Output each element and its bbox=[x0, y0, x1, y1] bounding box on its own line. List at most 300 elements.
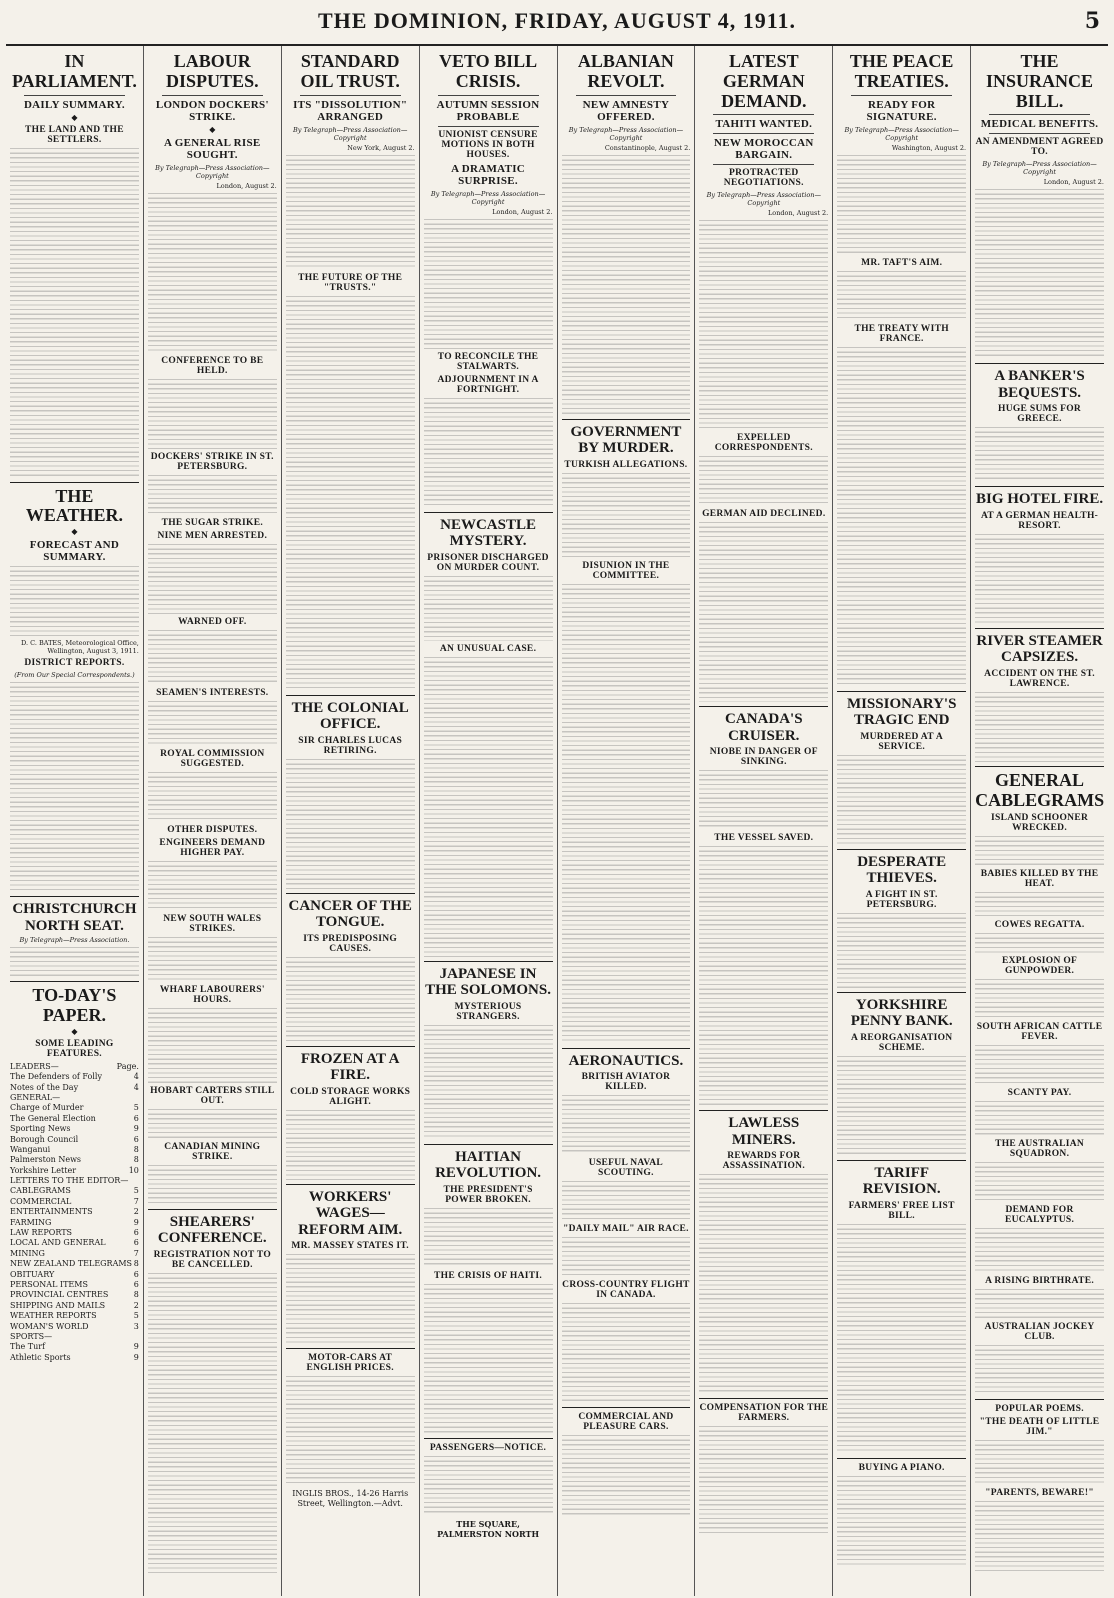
subhead: COLD STORAGE WORKS ALIGHT. bbox=[290, 1086, 411, 1107]
ad-body bbox=[837, 1476, 966, 1566]
article-body bbox=[975, 979, 1104, 1019]
article-body bbox=[10, 148, 139, 478]
headline-albanian: ALBANIAN REVOLT. bbox=[577, 51, 674, 91]
subhead: AUSTRALIAN JOCKEY CLUB. bbox=[984, 1322, 1095, 1343]
ad-heading: MOTOR-CARS AT ENGLISH PRICES. bbox=[306, 1353, 394, 1374]
subhead: SOUTH AFRICAN CATTLE FEVER. bbox=[976, 1022, 1103, 1043]
subhead: NIOBE IN DANGER OF SINKING. bbox=[709, 747, 818, 768]
article-body bbox=[148, 544, 277, 614]
divider bbox=[424, 1144, 553, 1145]
subhead: CONFERENCE TO BE HELD. bbox=[161, 355, 264, 376]
divider bbox=[286, 893, 415, 894]
article-body bbox=[837, 347, 966, 687]
headline-labour: LABOUR DISPUTES. bbox=[166, 51, 259, 91]
subhead: MURDERED AT A SERVICE. bbox=[860, 731, 944, 752]
divider bbox=[10, 981, 139, 982]
article-body bbox=[148, 475, 277, 515]
article-body bbox=[148, 1109, 277, 1139]
ad-body bbox=[562, 1435, 691, 1515]
column-labour bbox=[144, 46, 282, 1596]
contents-list bbox=[10, 1062, 139, 1363]
date-line: London, August 2. bbox=[767, 209, 829, 218]
contents-label: The Turf bbox=[10, 1342, 46, 1352]
contents-label: Notes of the Day bbox=[10, 1082, 79, 1092]
article-body bbox=[148, 937, 277, 982]
headline-penny-bank: YORKSHIRE PENNY BANK. bbox=[850, 996, 953, 1030]
headline-workers-wages: WORKERS' WAGES—REFORM AIM. bbox=[298, 1188, 403, 1238]
subhead: NINE MEN ARRESTED. bbox=[157, 530, 268, 541]
divider bbox=[424, 961, 553, 962]
ad-heading: BUYING A PIANO. bbox=[858, 1462, 945, 1473]
contents-row bbox=[10, 1280, 139, 1290]
divider bbox=[148, 1209, 277, 1210]
headline-general-cablegrams: GENERAL CABLEGRAMS bbox=[975, 769, 1105, 810]
article-body bbox=[286, 1254, 415, 1344]
dateline: By Telegraph—Press Association—Copyright bbox=[293, 125, 408, 142]
contents-page: 6 bbox=[133, 1134, 139, 1144]
date-line: London, August 2. bbox=[492, 207, 553, 216]
subhead: MR. TAFT'S AIM. bbox=[861, 257, 943, 268]
subhead: AN UNUSUAL CASE. bbox=[439, 643, 537, 654]
contents-page: 8 bbox=[133, 1144, 139, 1154]
subhead-negotiations: PROTRACTED NEGOTIATIONS. bbox=[723, 168, 804, 189]
subhead-forecast: FORECAST AND SUMMARY. bbox=[29, 539, 120, 564]
weather-signature: D. C. BATES, Meteorological Office, Wellington, August 3, 1911. bbox=[20, 639, 139, 656]
article-body bbox=[837, 1224, 966, 1454]
columns bbox=[6, 46, 1108, 1596]
article-body bbox=[286, 296, 415, 691]
subhead: WARNED OFF. bbox=[178, 616, 247, 627]
headline-cancer: CANCER OF THE TONGUE. bbox=[288, 897, 412, 931]
subhead-dissolution: ITS "DISSOLUTION" ARRANGED bbox=[293, 98, 408, 123]
contents-label: GENERAL— bbox=[10, 1092, 61, 1102]
article-body bbox=[975, 1345, 1104, 1395]
subhead: ROYAL COMMISSION SUGGESTED. bbox=[160, 748, 265, 769]
subhead-daily-summary: DAILY SUMMARY. bbox=[23, 98, 125, 111]
contents-page: 7 bbox=[133, 1248, 139, 1258]
divider bbox=[975, 628, 1104, 629]
article-body bbox=[562, 1095, 691, 1155]
subhead-medical: MEDICAL BENEFITS. bbox=[980, 118, 1099, 131]
masthead-title: THE DOMINION, FRIDAY, AUGUST 4, 1911. bbox=[317, 8, 797, 33]
article-body bbox=[424, 398, 553, 508]
contents-page: 4 bbox=[133, 1082, 139, 1092]
divider bbox=[10, 896, 139, 897]
article-body bbox=[975, 836, 1104, 866]
contents-row bbox=[10, 1259, 139, 1269]
article-body bbox=[562, 155, 691, 415]
divider bbox=[713, 114, 814, 115]
subhead: A RISING BIRTHRATE. bbox=[985, 1276, 1095, 1287]
divider bbox=[851, 95, 952, 96]
subhead: ITS PREDISPOSING CAUSES. bbox=[303, 933, 398, 954]
subhead: USEFUL NAVAL SCOUTING. bbox=[588, 1158, 664, 1179]
article-body bbox=[148, 379, 277, 449]
divider bbox=[713, 133, 814, 134]
date-line: London, August 2. bbox=[216, 181, 277, 190]
subhead: WHARF LABOURERS' HOURS. bbox=[159, 984, 265, 1005]
contents-page: 8 bbox=[133, 1155, 139, 1165]
divider bbox=[975, 363, 1104, 364]
contents-label: PROVINCIAL CENTRES bbox=[10, 1290, 109, 1300]
article-body bbox=[699, 456, 828, 506]
ad-heading: PASSENGERS—NOTICE. bbox=[429, 1442, 547, 1453]
contents-label: MINING bbox=[10, 1248, 45, 1258]
headline-german-demand: LATEST GERMAN DEMAND. bbox=[721, 51, 807, 111]
subhead: REWARDS FOR ASSASSINATION. bbox=[722, 1151, 806, 1172]
article-body bbox=[699, 846, 828, 1106]
subhead-amnesty: NEW AMNESTY OFFERED. bbox=[582, 98, 670, 123]
divider bbox=[699, 706, 828, 707]
article-body bbox=[286, 1110, 415, 1180]
article-body bbox=[975, 1440, 1104, 1485]
contents-label: LAW REPORTS bbox=[10, 1228, 73, 1238]
subhead: DOCKERS' STRIKE IN ST. PETERSBURG. bbox=[150, 451, 274, 472]
ad-footer: THE SQUARE, PALMERSTON NORTH bbox=[437, 1518, 540, 1539]
contents-page: 2 bbox=[133, 1300, 139, 1310]
subhead: THE PRESIDENT'S POWER BROKEN. bbox=[443, 1184, 533, 1205]
subhead: THE FUTURE OF THE "TRUSTS." bbox=[298, 272, 403, 293]
divider bbox=[975, 766, 1104, 767]
article-body bbox=[975, 933, 1104, 953]
divider bbox=[286, 1046, 415, 1047]
subhead: "THE DEATH OF LITTLE JIM." bbox=[979, 1417, 1100, 1438]
contents-page: 5 bbox=[133, 1311, 139, 1321]
article-body bbox=[424, 1025, 553, 1140]
article-body bbox=[424, 1208, 553, 1268]
subhead: HUGE SUMS FOR GREECE. bbox=[998, 404, 1082, 425]
subhead: OTHER DISPUTES. bbox=[167, 824, 258, 835]
contents-row bbox=[10, 1353, 139, 1363]
divider bbox=[975, 486, 1104, 487]
contents-row bbox=[10, 1249, 139, 1259]
article-body bbox=[975, 1162, 1104, 1202]
article-body bbox=[286, 155, 415, 270]
contents-row bbox=[10, 1124, 139, 1134]
contents-page: 9 bbox=[133, 1217, 139, 1227]
subhead: REGISTRATION NOT TO BE CANCELLED. bbox=[153, 1249, 272, 1270]
article-body bbox=[975, 1289, 1104, 1319]
contents-label: NEW ZEALAND TELEGRAMS bbox=[10, 1259, 133, 1269]
article-body bbox=[286, 759, 415, 889]
article-body bbox=[837, 913, 966, 988]
article-body bbox=[699, 1174, 828, 1394]
contents-row bbox=[10, 1062, 139, 1072]
headline-lawless-miners: LAWLESS MINERS. bbox=[728, 1115, 800, 1148]
divider bbox=[989, 133, 1090, 134]
subhead: COMPENSATION FOR THE FARMERS. bbox=[699, 1403, 829, 1424]
dateline: By Telegraph—Press Association—Copyright bbox=[844, 125, 959, 142]
ad-heading: COMMERCIAL AND PLEASURE CARS. bbox=[578, 1412, 674, 1433]
article-body bbox=[148, 630, 277, 685]
headline-river-steamer: RIVER STEAMER CAPSIZES. bbox=[976, 632, 1103, 666]
ad-footer: INGLIS BROS., 14-26 Harris Street, Wellington.—Advt. bbox=[292, 1489, 409, 1509]
divider bbox=[975, 1399, 1104, 1400]
subhead: TURKISH ALLEGATIONS. bbox=[564, 459, 688, 470]
date-line: Washington, August 2. bbox=[891, 143, 967, 152]
divider bbox=[10, 482, 139, 483]
divider bbox=[24, 95, 125, 96]
divider bbox=[162, 95, 263, 96]
subhead: THE VESSEL SAVED. bbox=[714, 833, 814, 844]
contents-page: 5 bbox=[133, 1186, 139, 1196]
contents-row bbox=[10, 1186, 139, 1196]
district-note: (From Our Special Correspondents.) bbox=[14, 671, 135, 680]
subhead: MR. MASSEY STATES IT. bbox=[291, 1241, 409, 1252]
subhead: ISLAND SCHOONER WRECKED. bbox=[990, 813, 1089, 834]
contents-row bbox=[10, 1228, 139, 1238]
dateline: By Telegraph—Press Association—Copyright bbox=[982, 160, 1097, 177]
contents-page: 9 bbox=[133, 1342, 139, 1352]
article-body bbox=[562, 1237, 691, 1277]
subhead: SCANTY PAY. bbox=[1007, 1088, 1072, 1099]
contents-label: OBITUARY bbox=[10, 1269, 55, 1279]
article-body bbox=[148, 1273, 277, 1573]
subhead-autumn-session: AUTUMN SESSION PROBABLE bbox=[436, 98, 540, 123]
contents-row bbox=[10, 1176, 139, 1186]
divider bbox=[562, 419, 691, 420]
divider bbox=[713, 164, 814, 165]
contents-row bbox=[10, 1311, 139, 1321]
subhead: ENGINEERS DEMAND HIGHER PAY. bbox=[159, 837, 266, 858]
contents-label: SPORTS— bbox=[10, 1331, 53, 1341]
headline-todays-paper: TO-DAY'S PAPER. bbox=[32, 985, 117, 1025]
article-body bbox=[10, 566, 139, 636]
subhead: BABIES KILLED BY THE HEAT. bbox=[980, 869, 1099, 890]
headline-christchurch: CHRISTCHURCH NORTH SEAT. bbox=[12, 901, 137, 934]
contents-label: Wanganui bbox=[10, 1144, 51, 1154]
contents-label: PERSONAL ITEMS bbox=[10, 1279, 88, 1289]
contents-label: Borough Council bbox=[10, 1134, 79, 1144]
ornament-divider: ◆ bbox=[71, 1026, 78, 1036]
headline-shearers: SHEARERS' CONFERENCE. bbox=[157, 1213, 267, 1247]
headline-parliament: IN PARLIAMENT. bbox=[12, 51, 137, 91]
article-body bbox=[148, 701, 277, 746]
contents-page: 7 bbox=[133, 1196, 139, 1206]
subhead-tahiti: TAHITI WANTED. bbox=[715, 118, 813, 131]
article-body bbox=[837, 1056, 966, 1156]
subhead: AT A GERMAN HEALTH-RESORT. bbox=[980, 510, 1099, 531]
contents-page: 4 bbox=[133, 1072, 139, 1082]
contents-label: The Defenders of Folly bbox=[10, 1072, 102, 1082]
contents-label: COMMERCIAL bbox=[10, 1196, 72, 1206]
article-body bbox=[562, 1181, 691, 1221]
contents-label: CABLEGRAMS bbox=[10, 1186, 71, 1196]
article-body bbox=[699, 770, 828, 830]
article-body bbox=[837, 755, 966, 845]
divider bbox=[286, 1184, 415, 1185]
contents-page: 2 bbox=[133, 1207, 139, 1217]
contents-label: WEATHER REPORTS bbox=[10, 1311, 97, 1321]
article-body bbox=[10, 682, 139, 892]
contents-page: Page. bbox=[116, 1061, 139, 1071]
subhead: CROSS-COUNTRY FLIGHT IN CANADA. bbox=[562, 1280, 690, 1301]
contents-page: 6 bbox=[133, 1228, 139, 1238]
contents-row bbox=[10, 1145, 139, 1155]
contents-row bbox=[10, 1114, 139, 1124]
article-body bbox=[975, 1101, 1104, 1136]
divider bbox=[699, 1110, 828, 1111]
contents-label: SHIPPING AND MAILS bbox=[10, 1300, 106, 1310]
article-body bbox=[424, 219, 553, 349]
subhead: THE CRISIS OF HAITI. bbox=[434, 1270, 543, 1281]
page-number: 5 bbox=[1084, 8, 1100, 34]
subhead: HOBART CARTERS STILL OUT. bbox=[150, 1085, 275, 1106]
contents-label: LEADERS— bbox=[10, 1061, 59, 1071]
contents-row bbox=[10, 1072, 139, 1082]
subhead: COWES REGATTA. bbox=[994, 920, 1085, 931]
contents-row bbox=[10, 1135, 139, 1145]
article-body bbox=[148, 772, 277, 822]
ornament-divider: ◆ bbox=[71, 527, 78, 537]
subhead-amendment: AN AMENDMENT AGREED TO. bbox=[975, 137, 1104, 158]
subhead: DEMAND FOR EUCALYPTUS. bbox=[1004, 1205, 1075, 1226]
divider bbox=[438, 95, 539, 96]
ornament-divider: ◆ bbox=[71, 112, 78, 122]
divider bbox=[837, 1160, 966, 1161]
subhead-dramatic: A DRAMATIC SURPRISE. bbox=[451, 162, 526, 187]
contents-label: LOCAL AND GENERAL bbox=[10, 1238, 106, 1248]
contents-page: 6 bbox=[133, 1279, 139, 1289]
article-body bbox=[975, 692, 1104, 762]
date-line: London, August 2. bbox=[1043, 178, 1104, 187]
contents-page: 10 bbox=[128, 1165, 139, 1175]
contents-row bbox=[10, 1207, 139, 1217]
divider bbox=[989, 114, 1090, 115]
article-body bbox=[975, 1045, 1104, 1085]
headline-insurance: THE INSURANCE BILL. bbox=[986, 51, 1094, 111]
dateline: By Telegraph—Press Association—Copyright bbox=[706, 191, 821, 208]
subhead-general-rise: A GENERAL RISE SOUGHT. bbox=[164, 136, 261, 161]
headline-haitian: HAITIAN REVOLUTION. bbox=[435, 1148, 542, 1182]
subhead-moroccan: NEW MOROCCAN BARGAIN. bbox=[713, 137, 814, 162]
headline-hotel-fire: BIG HOTEL FIRE. bbox=[976, 491, 1104, 508]
article-body bbox=[148, 861, 277, 911]
headline-missionary: MISSIONARY'S TRAGIC END bbox=[846, 695, 957, 729]
subhead: EXPELLED CORRESPONDENTS. bbox=[714, 433, 813, 454]
subhead: EXPLOSION OF GUNPOWDER. bbox=[1002, 956, 1078, 977]
article-body bbox=[699, 1426, 828, 1536]
subhead: GERMAN AID DECLINED. bbox=[702, 509, 826, 520]
subhead: MYSTERIOUS STRANGERS. bbox=[454, 1001, 522, 1022]
contents-page: 8 bbox=[133, 1290, 139, 1300]
headline-desperate-thieves: DESPERATE THIEVES. bbox=[857, 853, 947, 887]
subhead: FARMERS' FREE LIST BILL. bbox=[848, 1200, 955, 1221]
contents-page: 6 bbox=[133, 1113, 139, 1123]
article-body bbox=[148, 1165, 277, 1205]
column-albanian bbox=[558, 46, 696, 1596]
contents-page: 9 bbox=[133, 1352, 139, 1362]
headline-japanese: JAPANESE IN THE SOLOMONS. bbox=[425, 965, 551, 999]
article-body bbox=[562, 1303, 691, 1403]
dateline: By Telegraph—Press Association—Copyright bbox=[155, 163, 270, 180]
headline-tariff: TARIFF REVISION. bbox=[862, 1164, 941, 1198]
date-line: New York, August 2. bbox=[347, 143, 415, 152]
ad-body bbox=[286, 1376, 415, 1486]
article-body bbox=[424, 1284, 553, 1434]
divider bbox=[300, 95, 401, 96]
subhead: A REORGANISATION SCHEME. bbox=[850, 1032, 953, 1053]
contents-label: ENTERTAINMENTS bbox=[10, 1207, 93, 1217]
contents-row bbox=[10, 1155, 139, 1165]
divider bbox=[562, 1048, 691, 1049]
divider bbox=[286, 695, 415, 696]
article-body bbox=[975, 1228, 1104, 1273]
article-body bbox=[286, 957, 415, 1042]
headline-colonial-office: THE COLONIAL OFFICE. bbox=[291, 699, 409, 733]
ornament-divider: ◆ bbox=[209, 124, 216, 134]
article-body bbox=[975, 1501, 1104, 1571]
subhead: "DAILY MAIL" AIR RACE. bbox=[563, 1224, 689, 1235]
divider bbox=[837, 1458, 966, 1459]
contents-label: Sporting News bbox=[10, 1124, 71, 1134]
contents-page: 3 bbox=[133, 1321, 139, 1331]
article-body bbox=[975, 892, 1104, 917]
headline-aeronautics: AERONAUTICS. bbox=[568, 1052, 684, 1069]
article-body bbox=[148, 193, 277, 353]
divider bbox=[424, 512, 553, 513]
column-peace-treaties bbox=[833, 46, 971, 1596]
article-body bbox=[562, 473, 691, 558]
divider bbox=[837, 849, 966, 850]
article-body bbox=[699, 220, 828, 430]
contents-label: FARMING bbox=[10, 1217, 52, 1227]
headline-government-murder: GOVERNMENT BY MURDER. bbox=[570, 423, 682, 457]
divider bbox=[424, 1438, 553, 1439]
subhead: DISUNION IN THE COMMITTEE. bbox=[582, 560, 670, 581]
subhead: THE SUGAR STRIKE. bbox=[161, 517, 264, 528]
contents-row bbox=[10, 1103, 139, 1113]
divider bbox=[837, 691, 966, 692]
contents-row bbox=[10, 1218, 139, 1228]
subhead-censure: UNIONIST CENSURE MOTIONS IN BOTH HOUSES. bbox=[438, 129, 538, 160]
subhead: SIR CHARLES LUCAS RETIRING. bbox=[298, 735, 403, 756]
subhead-leading-features: SOME LEADING FEATURES. bbox=[35, 1038, 114, 1059]
divider bbox=[699, 1398, 828, 1399]
column-veto-bill bbox=[420, 46, 558, 1596]
contents-row bbox=[10, 1197, 139, 1207]
contents-row bbox=[10, 1290, 139, 1300]
contents-page: 6 bbox=[133, 1238, 139, 1248]
subhead: CANADIAN MINING STRIKE. bbox=[164, 1141, 261, 1162]
column-parliament bbox=[6, 46, 144, 1596]
contents-row bbox=[10, 1332, 139, 1342]
article-body bbox=[562, 584, 691, 1044]
article-body bbox=[975, 189, 1104, 359]
contents-label: WOMAN'S WORLD bbox=[10, 1321, 89, 1331]
subhead: ACCIDENT ON THE ST. LAWRENCE. bbox=[984, 668, 1095, 689]
headline-standard-oil: STANDARD OIL TRUST. bbox=[300, 51, 400, 91]
contents-row bbox=[10, 1093, 139, 1103]
article-body bbox=[424, 657, 553, 957]
dateline: By Telegraph—Press Association—Copyright bbox=[568, 125, 684, 142]
headline-frozen-fire: FROZEN AT A FIRE. bbox=[300, 1050, 400, 1084]
headline-bankers-bequests: A BANKER'S BEQUESTS. bbox=[994, 368, 1085, 401]
subhead: POPULAR POEMS. bbox=[995, 1404, 1084, 1415]
contents-label: LETTERS TO THE EDITOR— bbox=[10, 1176, 129, 1186]
headline-veto-bill: VETO BILL CRISIS. bbox=[438, 51, 538, 91]
divider bbox=[286, 1348, 415, 1349]
contents-page: 8 bbox=[133, 1259, 139, 1269]
subhead-dockers: LONDON DOCKERS' STRIKE. bbox=[155, 98, 269, 123]
contents-page: 9 bbox=[133, 1124, 139, 1134]
dateline: By Telegraph—Press Association. bbox=[19, 936, 130, 945]
contents-row bbox=[10, 1270, 139, 1280]
ad-body bbox=[424, 1456, 553, 1516]
subhead-district-reports: DISTRICT REPORTS. bbox=[24, 658, 125, 669]
subhead: NEW SOUTH WALES STRIKES. bbox=[163, 913, 262, 934]
subhead: TO RECONCILE THE STALWARTS. bbox=[437, 351, 539, 372]
